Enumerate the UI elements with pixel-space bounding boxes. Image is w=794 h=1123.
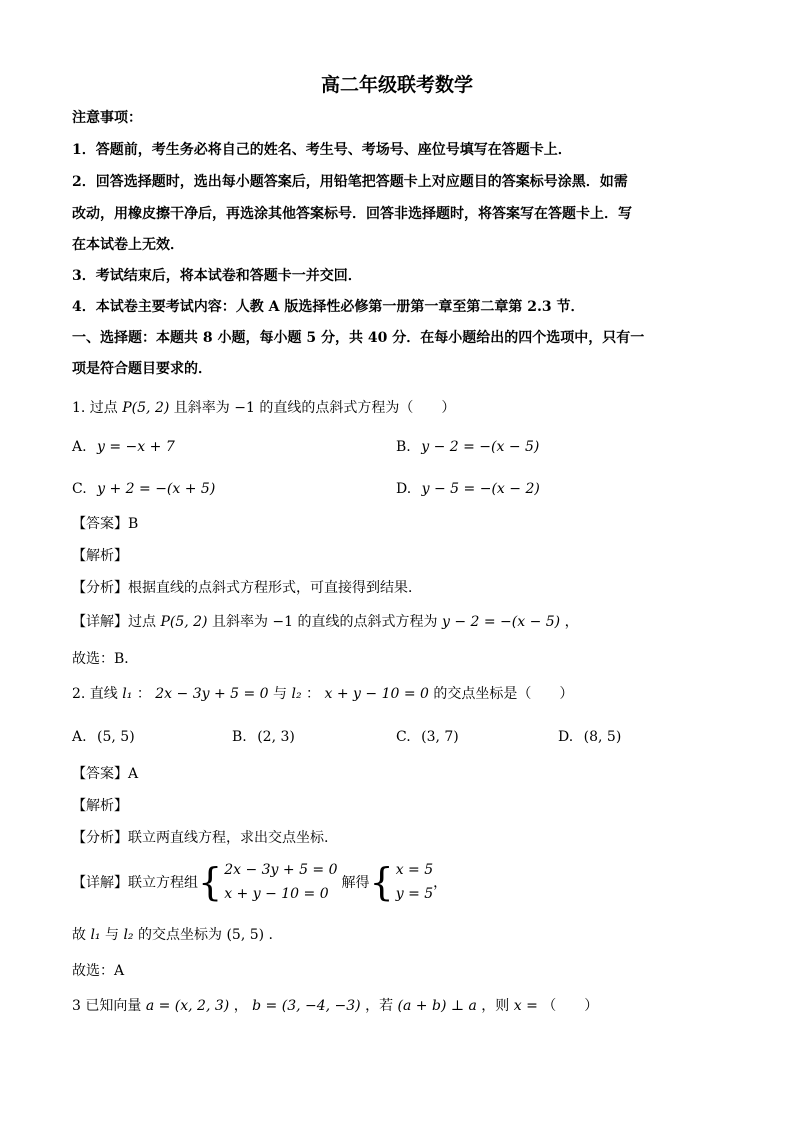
q2-conclusion bbox=[72, 925, 273, 945]
q2-solution-x: x = 5 bbox=[395, 862, 434, 878]
q2-sep-1: ： bbox=[136, 686, 151, 702]
q3-condition: (a + b) ⊥ a bbox=[397, 998, 477, 1014]
q1-option-b bbox=[396, 437, 539, 457]
q1-option-c bbox=[72, 479, 215, 499]
q1-detail-prefix: 【详解】过点 bbox=[72, 614, 156, 630]
q3-vector-a: a = (x, 2, 3) bbox=[145, 998, 230, 1014]
q1-choose: 故选：B． bbox=[72, 651, 139, 667]
left-brace-symbol: { bbox=[369, 860, 394, 904]
q2-conclusion-end: . bbox=[268, 927, 273, 943]
q2-line-l1: l₁ bbox=[122, 686, 133, 702]
q2-option-a bbox=[72, 727, 135, 747]
q1-stem-suffix: 的直线的点斜式方程为（ ） bbox=[259, 400, 456, 416]
q2-option-d-text: (8, 5) bbox=[583, 729, 622, 745]
q3-ask: x = bbox=[513, 998, 538, 1014]
q2-detail-prefix: 【详解】联立方程组 bbox=[72, 875, 198, 891]
q2-system-eq-1: 2x − 3y + 5 = 0 bbox=[224, 862, 338, 878]
q2-conclusion-l2: l₂ bbox=[123, 927, 134, 943]
q2-sep-2: ： bbox=[306, 686, 321, 702]
q2-detail-mid: 解得 bbox=[341, 875, 370, 891]
q1-option-a-label: A. bbox=[72, 439, 87, 455]
q2-equation-2: x + y − 10 = 0 bbox=[324, 686, 429, 702]
q1-detail-end: ， bbox=[564, 614, 579, 630]
notice-item-2-line-2: 改动，用橡皮擦干净后，再选涂其他答案标号．回答非选择题时，将答案写在答题卡上．写 bbox=[72, 206, 632, 222]
q3-stem bbox=[72, 996, 598, 1016]
q2-solution-system bbox=[396, 858, 433, 906]
q1-option-c-text: y + 2 = −(x + 5) bbox=[97, 481, 216, 497]
q2-answer: 【答案】A bbox=[72, 766, 139, 782]
q1-option-b-label: B. bbox=[396, 439, 411, 455]
notice-item-3: 3．考试结束后，将本试卷和答题卡一并交回． bbox=[72, 268, 362, 284]
notice-item-2-line-1: 2．回答选择题时，选出每小题答案后，用铅笔把答题卡上对应题目的答案标号涂黑．如需 bbox=[72, 174, 628, 190]
q2-line-l2: l₂ bbox=[291, 686, 302, 702]
notice-item-2-line-3: 在本试卷上无效． bbox=[72, 237, 184, 253]
notice-item-4: 4．本试卷主要考试内容：人教 A 版选择性必修第一册第一章至第二章第 2.3 节． bbox=[72, 299, 585, 315]
q1-detail-slope: −1 bbox=[272, 614, 294, 630]
q2-stem-prefix: 2. 直线 bbox=[72, 686, 118, 702]
q2-conclusion-point: (5, 5) bbox=[226, 927, 265, 943]
q2-option-c bbox=[396, 727, 459, 747]
q1-option-b-text: y − 2 = −(x − 5) bbox=[421, 439, 540, 455]
q1-detail-point: P(5, 2) bbox=[160, 614, 208, 630]
q1-stem-mid: 且斜率为 bbox=[173, 400, 230, 416]
q1-analysis-label: 【解析】 bbox=[72, 548, 128, 564]
q2-equation-system bbox=[224, 858, 337, 906]
q2-conclusion-mid: 与 bbox=[105, 927, 119, 943]
q2-stem bbox=[72, 684, 573, 704]
q2-mid: 与 bbox=[273, 686, 288, 702]
q2-fenxi: 【分析】联立两直线方程，求出交点坐标. bbox=[72, 830, 329, 846]
q2-option-c-text: (3, 7) bbox=[421, 729, 459, 745]
q3-stem-prefix: 3 已知向量 bbox=[72, 998, 142, 1014]
q1-option-a bbox=[72, 437, 175, 457]
q1-detail-mid2: 的直线的点斜式方程为 bbox=[297, 614, 438, 630]
q1-fenxi: 【分析】根据直线的点斜式方程形式，可直接得到结果． bbox=[72, 580, 422, 596]
q2-detail bbox=[72, 858, 447, 906]
left-brace-symbol: { bbox=[198, 860, 223, 904]
q2-detail-end: ， bbox=[433, 875, 448, 891]
q1-stem-prefix: 1. 过点 bbox=[72, 400, 118, 416]
q2-option-b bbox=[232, 727, 295, 747]
q2-conclusion-mid2: 的交点坐标为 bbox=[138, 927, 222, 943]
q2-option-c-label: C. bbox=[396, 729, 411, 745]
q1-option-d-label: D. bbox=[396, 481, 412, 497]
section-heading-line-2: 项是符合题目要求的． bbox=[72, 361, 212, 377]
q2-option-d-label: D. bbox=[558, 729, 574, 745]
q1-answer: 【答案】B bbox=[72, 516, 139, 532]
q2-system-eq-2: x + y − 10 = 0 bbox=[224, 886, 329, 902]
q1-option-c-label: C. bbox=[72, 481, 87, 497]
q1-detail-equation: y − 2 = −(x − 5) bbox=[441, 614, 561, 630]
q3-sep: ， bbox=[233, 998, 248, 1014]
q1-detail-mid: 且斜率为 bbox=[211, 614, 268, 630]
q1-option-d-text: y − 5 = −(x − 2) bbox=[421, 481, 540, 497]
section-heading-line-1: 一、选择题：本题共 8 小题，每小题 5 分，共 40 分．在每小题给出的四个选项中，只有一 bbox=[72, 330, 645, 346]
page-title: 高二年级联考数学 bbox=[320, 74, 473, 96]
q3-stem-suffix: （ ） bbox=[542, 998, 599, 1014]
q2-equation-1: 2x − 3y + 5 = 0 bbox=[155, 686, 269, 702]
q1-option-a-text: y = −x + 7 bbox=[97, 439, 175, 455]
q2-stem-suffix: 的交点坐标是（ ） bbox=[433, 686, 574, 702]
q2-option-a-text: (5, 5) bbox=[97, 729, 135, 745]
notice-item-1: 1．答题前，考生务必将自己的姓名、考生号、考场号、座位号填写在答题卡上． bbox=[72, 142, 572, 158]
q1-stem bbox=[72, 398, 455, 418]
q1-slope: −1 bbox=[234, 400, 255, 416]
q1-option-d bbox=[396, 479, 540, 499]
q1-detail bbox=[72, 612, 579, 632]
q2-choose: 故选：A bbox=[72, 963, 125, 979]
q1-point: P(5, 2) bbox=[122, 400, 170, 416]
q2-option-a-label: A. bbox=[72, 729, 87, 745]
q3-mid: ，若 bbox=[365, 998, 394, 1014]
q2-option-b-label: B. bbox=[232, 729, 247, 745]
q2-solution-y: y = 5 bbox=[395, 886, 434, 902]
q2-option-d bbox=[558, 727, 621, 747]
q3-mid2: ，则 bbox=[481, 998, 510, 1014]
q2-option-b-text: (2, 3) bbox=[257, 729, 295, 745]
notice-heading: 注意事项： bbox=[72, 110, 142, 126]
q2-analysis-label: 【解析】 bbox=[72, 798, 128, 814]
q3-vector-b: b = (3, −4, −3) bbox=[252, 998, 361, 1014]
q2-conclusion-prefix: 故 bbox=[72, 927, 86, 943]
q2-conclusion-l1: l₁ bbox=[90, 927, 101, 943]
